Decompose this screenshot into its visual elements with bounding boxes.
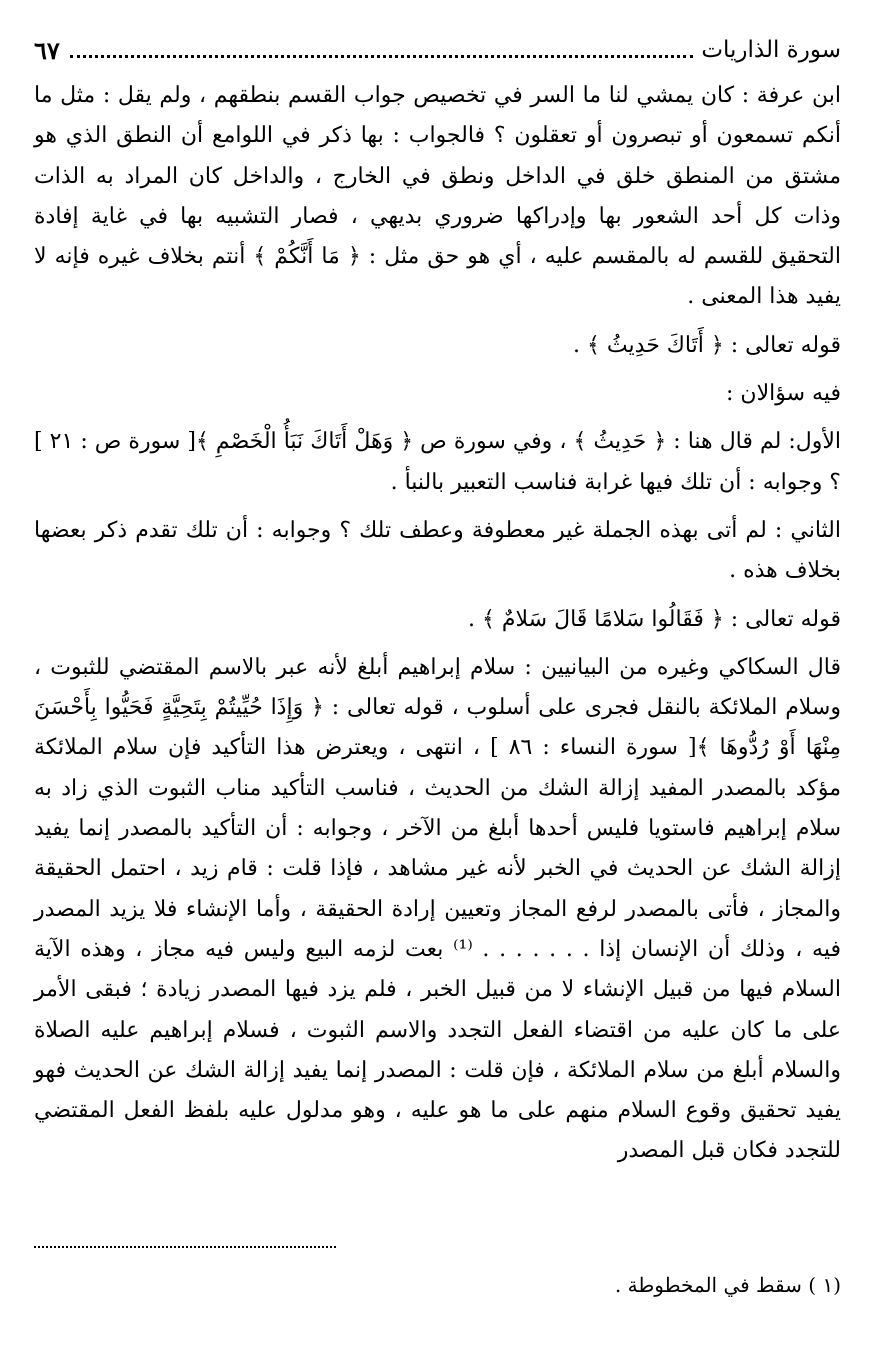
book-page	[34, 0, 841, 1371]
main-text	[34, 76, 841, 1172]
footnote: (١ ) سقط في المخطوطة .	[614, 1273, 841, 1297]
paragraph-ibn-arafa: ابن عرفة : كان يمشي لنا ما السر في تخصيص جواب القسم بنطقهم ، ولم يقل : مثل ما أنكم تسمعون أو تبصرون أو تعقلون ؟ فالجواب : بها ذكر في اللوامع أن النطق الذي هو مشتق من المنطق خلق في الداخل ونطق في الخارج ، والداخل كان المراد به الذات وذات كل أحد الشعور بها وإدراكها ضروري بديهي ، فصار التشبيه بها في غاية إفادة التحقيق للقسم له بالمقسم عليه ، أي هو حق مثل : ﴿ مَا أَنَّكُمْ ﴾ أنتم بخلاف غيره فإنه لا يفيد هذا المعنى .	[34, 83, 841, 310]
paragraph-second-question: الثاني : لم أتى بهذه الجملة غير معطوفة وعطف تلك ؟ وجوابه : أن تلك تقدم ذكر بعضها بخلاف هذه .	[34, 517, 841, 584]
paragraph-questions-intro: فيه سؤالان :	[726, 381, 841, 407]
paragraph-qawluhu-2: قوله تعالى : ﴿ فَقَالُوا سَلامًا قَالَ سَلامٌ ﴾ .	[468, 606, 841, 632]
footnote-separator	[34, 1246, 336, 1248]
paragraph-first-question: الأول: لم قال هنا : ﴿ حَدِيثُ ﴾ ، وفي سورة ص ﴿ وَهَلْ أَتَاكَ نَبَأُ الْخَصْمِ ﴾[ سورة ص : ٢١ ] ؟ وجوابه : أن تلك فيها غرابة فناسب التعبير بالنبأ .	[34, 429, 842, 495]
header-dotted-leader	[70, 55, 694, 58]
paragraph-qawluhu-1: قوله تعالى : ﴿ أَتَاكَ حَدِيثُ ﴾ .	[573, 332, 841, 358]
page-header	[34, 30, 841, 70]
surah-title: سورة الذاريات	[701, 37, 841, 63]
page-number: ٦٧	[34, 35, 60, 65]
paragraph-sakkaki: قال السكاكي وغيره من البيانيين : سلام إبراهيم أبلغ لأنه عبر بالاسم المقتضي للثبوت ، وسلام الملائكة بالنقل فجرى على أسلوب ، قوله تعالى : ﴿ وَإِذَا حُيِّيتُمْ بِتَحِيَّةٍ فَحَيُّوا بِأَحْسَنَ مِنْهَا أَوْ رُدُّوهَا ﴾[ سورة النساء : ٨٦ ] ، انتهى ، ويعترض هذا التأكيد فإن سلام الملائكة مؤكد بالمصدر المفيد إزالة الشك من الحديث ، فناسب التأكيد مناب الثبوت الذي زاد به سلام إبراهيم فاستويا فليس أحدها أبلغ من الآخر ، وجوابه : أن التأكيد بالمصدر إنما يفيد إزالة الشك عن الحديث في الخبر لأنه غير مشاهد ، فإذا قلت : قام زيد ، احتمل الحقيقة والمجاز ، فأتى بالمصدر لرفع المجاز وتعيين إرادة الحقيقة ، وأما الإنشاء فلا يزيد المصدر فيه ، وذلك أن الإنسان إذا . . . . . . . ⁽¹⁾ بعت لزمه البيع وليس فيه مجاز ، وهذه الآية السلام فيها من قبيل الإنشاء لا من قبيل الخبر ، فلم يزد فيها المصدر زيادة ؛ فبقى الأمر على ما كان عليه من اقتضاء الفعل التجدد والاسم الثبوت ، فسلام إبراهيم عليه الصلاة والسلام أبلغ من سلام الملائكة ، فإن قلت : المصدر إنما يفيد إزالة الشك عن الحديث فهو يفيد تحقيق وقوع السلام منهم على ما هو عليه ، وهو مدلول عليه بلفظ الفعل المقتضي للتجدد فكان قبل المصدر	[34, 654, 841, 1164]
